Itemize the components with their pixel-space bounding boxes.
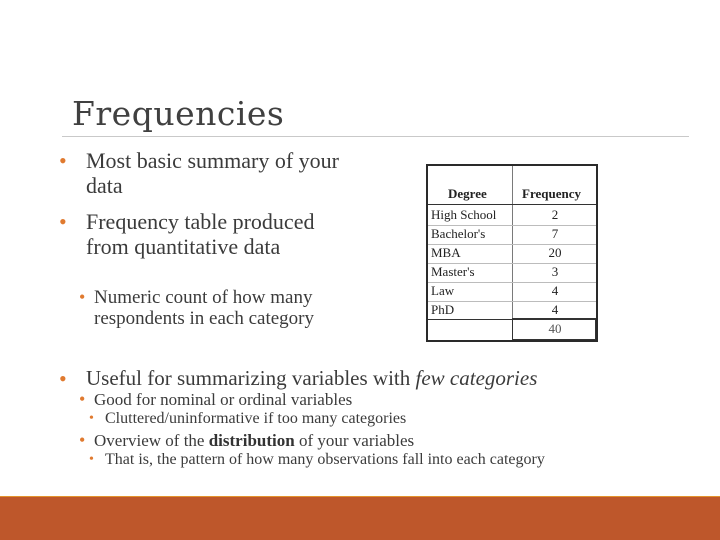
title-divider: [62, 136, 689, 137]
table-row: Bachelor's 7: [431, 226, 559, 241]
bullet-basic-summary: • Most basic summary of your data: [59, 148, 339, 198]
table-header-rule: [428, 204, 596, 205]
bullet-dot-icon: •: [59, 209, 67, 234]
table-row: Law 4: [431, 283, 559, 298]
bullet-dot-icon: •: [79, 287, 86, 307]
table-row: MBA 20: [431, 245, 562, 260]
frequency-table: [426, 164, 598, 342]
bullet-dot-icon: •: [59, 366, 67, 391]
table-total: 40: [548, 321, 562, 336]
table-row: High School 2: [431, 207, 559, 222]
bullet-dot-icon: •: [79, 430, 86, 450]
table-row: Master's 3: [431, 264, 559, 279]
table-header-frequency: Frequency: [522, 186, 581, 201]
bullet-nominal-ordinal: • Good for nominal or ordinal variables: [79, 389, 353, 409]
table-row: PhD 4: [431, 302, 559, 317]
bullet-overview-distribution: • Overview of the distribution of your variables: [79, 430, 415, 450]
bullet-cluttered: • Cluttered/uninformative if too many categories: [89, 410, 407, 427]
bullet-dot-icon: •: [79, 389, 86, 409]
bullet-numeric-count: • Numeric count of how many respondents in each category: [79, 287, 314, 329]
bullet-dot-icon: •: [89, 411, 94, 426]
bullet-pattern-observations: • That is, the pattern of how many observations fall into each category: [89, 451, 545, 468]
footer-bar: [0, 497, 720, 540]
bullet-dot-icon: •: [59, 148, 67, 173]
bullet-useful-summarizing: • Useful for summarizing variables with few categories: [59, 366, 538, 391]
bullet-dot-icon: •: [89, 452, 94, 467]
table-header-degree: Degree: [448, 186, 487, 201]
slide-title: Frequencies: [72, 94, 285, 133]
bullet-frequency-table: • Frequency table produced from quantitative data: [59, 209, 315, 259]
